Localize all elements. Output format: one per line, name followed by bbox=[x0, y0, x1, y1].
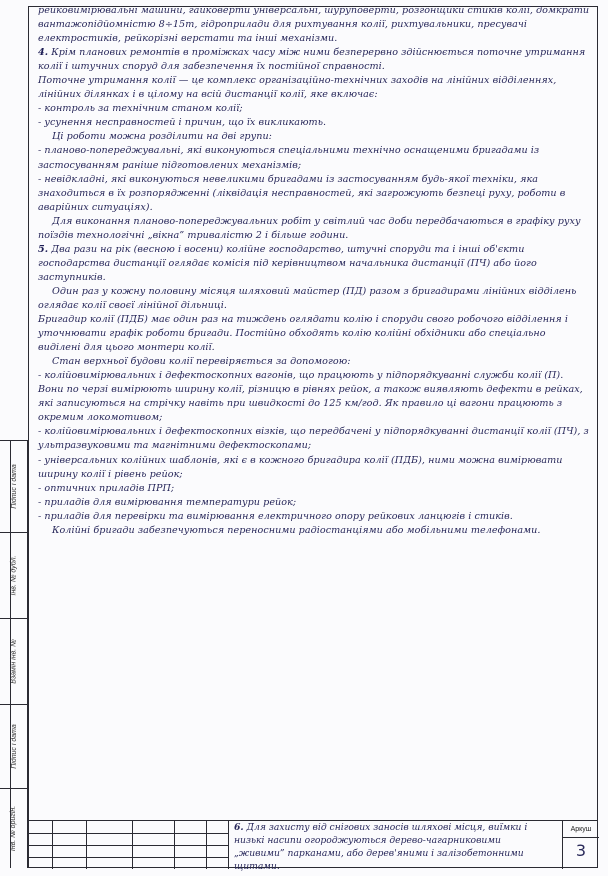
handwritten-paragraph bbox=[38, 355, 590, 369]
handwritten-paragraph bbox=[38, 510, 590, 524]
handwritten-paragraph bbox=[38, 130, 590, 144]
paragraph-text: - усунення несправностей і причин, що їх викликають. bbox=[38, 117, 327, 129]
handwritten-paragraph bbox=[38, 496, 590, 510]
handwritten-paragraph bbox=[38, 46, 590, 74]
stamp-cell-signature-date-top: Підпис і дата bbox=[0, 440, 28, 532]
title-block-grid bbox=[28, 821, 228, 869]
grid-line bbox=[132, 821, 133, 869]
paragraph-text: - приладів для вимірювання температури рейок; bbox=[38, 496, 297, 508]
handwritten-paragraph bbox=[38, 243, 590, 285]
handwritten-paragraph bbox=[38, 482, 590, 496]
grid-line bbox=[28, 845, 228, 846]
paragraph-text: - універсальних колійних шаблонів, які є в кожного бригадира колії (ПДБ), ними можна вимірювати ширину колії і рівень рейок; bbox=[38, 454, 563, 480]
paragraph-text: Ці роботи можна розділити на дві групи: bbox=[52, 131, 272, 143]
paragraph-number: 4. bbox=[38, 47, 49, 59]
handwritten-paragraph bbox=[38, 285, 590, 313]
stamp-cell-original-number: Інв. № оригін. bbox=[0, 788, 28, 868]
paragraph-number: 6. bbox=[234, 822, 244, 833]
handwritten-text-block bbox=[38, 4, 590, 820]
handwritten-paragraph bbox=[38, 74, 590, 102]
handwritten-paragraph bbox=[38, 215, 590, 243]
grid-line bbox=[174, 821, 175, 869]
paragraph-text: - оптичних приладів ПРП; bbox=[38, 482, 175, 494]
paragraph-text: Стан верхньої будови колії перевіряється за допомогою: bbox=[52, 356, 351, 368]
grid-line bbox=[228, 821, 229, 869]
paragraph-text: Поточне утримання колії — це комплекс організаційно-технічних заходів на лінійних відділеннях, лінійних ділянках і в цілому на всій дистанції колії, яке включає: bbox=[38, 75, 557, 101]
paragraph-text: - невідкладні, які виконуються невеликими бригадами із застосуванням будь-якої техніки, яка знаходиться в їх розпорядженні (ліквідація несправностей, які загрожують безпеці руху, роботи в аварійних ситуаціях). bbox=[38, 173, 566, 213]
paragraph-text: Крім планових ремонтів в проміжках часу між ними безперервно здійснюється поточне утримання колії і штучних споруд для забезпечення їх постійної справності. bbox=[38, 47, 586, 73]
handwritten-paragraph bbox=[38, 454, 590, 482]
paragraph-text: - контроль за технічним станом колії; bbox=[38, 103, 243, 115]
paragraph-text: - приладів для перевірки та вимірювання електричного опору рейкових ланцюгів і стиків. bbox=[38, 510, 513, 522]
handwritten-paragraph bbox=[38, 524, 590, 538]
paragraph-text: Колійні бригади забезпечуються переносними радіостанціями або мобільними телефонами. bbox=[52, 524, 541, 536]
grid-line bbox=[206, 821, 207, 869]
stamp-cell-replacement-number: Взамін інв. № bbox=[0, 618, 28, 704]
grid-line bbox=[28, 857, 228, 858]
sheet-number: 3 bbox=[575, 841, 587, 860]
stamp-cell-signature-date: Підпис і дата bbox=[0, 704, 28, 788]
paragraph-text: Один раз у кожну половину місяця шляховий майстер (ПД) разом з бригадирами лінійних відділень оглядає колії своєї лінійної дільниці. bbox=[38, 285, 577, 311]
sheet-number-box bbox=[562, 821, 598, 869]
paragraph-text: рейковимірювальні машини, гайковерти універсальні, шуруповерти, розгонщики стиків колії, домкрати вантажопідйомністю 8÷15т, гідроприлади для рихтування колії, рихтувальники, пресувачі електростиків, рейкорізні верстати та інші механізми. bbox=[38, 5, 590, 45]
handwritten-paragraph bbox=[38, 102, 590, 116]
last-paragraph bbox=[234, 821, 554, 873]
handwritten-paragraph bbox=[38, 4, 590, 46]
paragraph-text: - планово-попереджувальні, які виконуються спеціальними технічно оснащеними бригадами із застосуванням раніше підготовлених механізмів; bbox=[38, 145, 540, 171]
grid-line bbox=[86, 821, 87, 869]
handwritten-paragraph bbox=[38, 116, 590, 130]
stamp-cell-duplicate-number: Інв. № дубл. bbox=[0, 532, 28, 618]
paragraph-number: 5. bbox=[38, 243, 49, 255]
stamp-divider bbox=[10, 440, 29, 868]
handwritten-paragraph bbox=[38, 313, 590, 355]
handwritten-paragraph bbox=[38, 425, 590, 453]
sheet-label: Аркуш bbox=[563, 823, 599, 838]
handwritten-paragraph bbox=[38, 369, 590, 425]
paragraph-text: - колійовимірювальних і дефектоскопних візків, що передбачені у підпорядкуванні дистанції колії (ПЧ), з ультразвуковими та магнітними дефектоскопами; bbox=[38, 426, 589, 452]
paragraph-text: Для виконання планово-попереджувальних робіт у світлий час доби передбачаються в графіку руху поїздів технологічні „вікна” тривалістю 2 і більше години. bbox=[38, 215, 581, 241]
paragraph-text: Бригадир колії (ПДБ) має один раз на тиждень оглядати колію і споруди свого робочого відділення і уточнювати графік роботи бригади. Постійно обходять колію колійні обхідники або спеціально виділені для цього монтери колії. bbox=[38, 314, 569, 354]
grid-line bbox=[52, 821, 53, 869]
paragraph-text: Для захисту від снігових заносів шляхові місця, виїмки і низькі насипи огороджуються дерево-чагарниковими „живими” парканами, або дерев'яними і залізобетонними щитами. bbox=[234, 822, 528, 872]
paragraph-text: Два рази на рік (весною і восени) колійне господарство, штучні споруди та і інші об'єкти господарства дистанції оглядає комісія під керівництвом начальника дистанції (ПЧ) або його заступників. bbox=[38, 243, 537, 283]
handwritten-paragraph bbox=[38, 144, 590, 172]
handwritten-paragraph bbox=[38, 173, 590, 215]
paragraph-text: - колійовимірювальних і дефектоскопних вагонів, що працюють у підпорядкуванні служби колії (П). Вони по черзі вимірюють ширину колії, різницю в рівнях рейок, а також виявляють дефекти в рейках, які записуються на стрічку навіть при швидкості до 125 км/год. Як правило ці вагони працюють з окремим локомотивом; bbox=[38, 370, 583, 424]
grid-line bbox=[28, 833, 228, 834]
title-block bbox=[28, 820, 598, 872]
